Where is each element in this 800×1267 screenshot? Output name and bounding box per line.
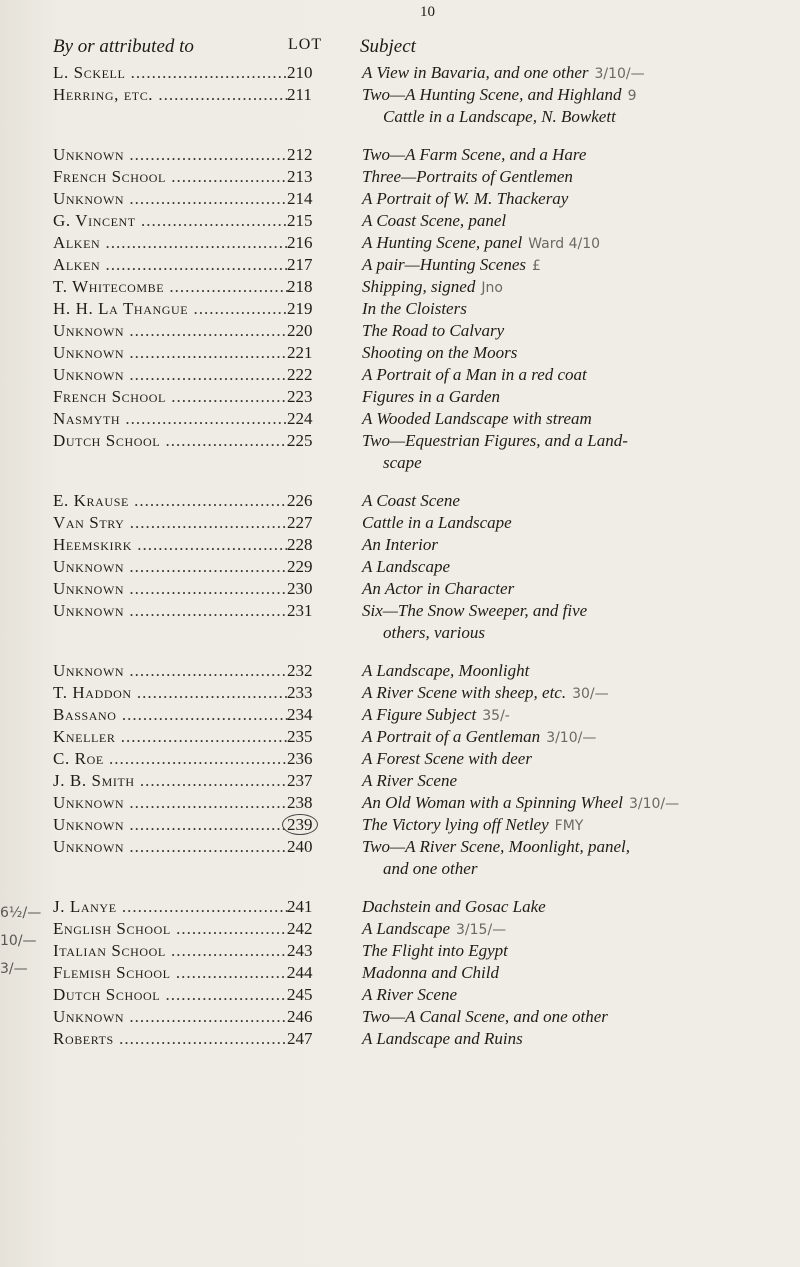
artist-name: Unknown ..... — [53, 365, 288, 385]
artist-name: French School ..... — [53, 387, 288, 407]
artist-name: Roberts ..... — [53, 1029, 288, 1049]
lot-number — [287, 963, 335, 983]
catalogue-row — [0, 1007, 800, 1029]
lot-number-text: 222 — [287, 365, 313, 384]
lot-number — [287, 387, 335, 407]
subject-description — [362, 491, 792, 511]
lot-number — [287, 557, 335, 577]
catalogue-row — [0, 299, 800, 321]
lot-number — [287, 85, 335, 105]
artist-name: L. Sckell ..... — [53, 63, 288, 83]
lot-number — [287, 211, 335, 231]
catalogue-row — [0, 683, 800, 705]
subject-text: An Old Woman with a Spinning Wheel — [362, 793, 623, 812]
lot-number-text: 235 — [287, 727, 313, 746]
catalogue-row — [0, 343, 800, 365]
subject-text: The Road to Calvary — [362, 321, 505, 340]
lot-number — [287, 277, 335, 297]
subject-description — [362, 211, 792, 231]
subject-description — [383, 623, 792, 643]
subject-text: Two—A Hunting Scene, and Highland — [362, 85, 622, 104]
subject-description — [383, 107, 792, 127]
subject-description — [383, 453, 792, 473]
lot-number — [287, 145, 335, 165]
catalogue-row — [0, 771, 800, 793]
subject-description — [362, 1029, 792, 1049]
lot-number — [287, 837, 335, 857]
subject-text: A River Scene with sheep, etc. — [362, 683, 567, 702]
handwritten-price-note: 3/10/— — [594, 66, 645, 82]
subject-description — [362, 431, 792, 451]
lot-number-text: 243 — [287, 941, 313, 960]
lot-number — [287, 661, 335, 681]
lot-number-text: 221 — [287, 343, 313, 362]
handwritten-price-note: £ — [532, 258, 541, 274]
lot-number-text: 225 — [287, 431, 313, 450]
catalogue-row — [0, 85, 800, 107]
artist-name: Unknown ..... — [53, 145, 288, 165]
subject-description — [362, 941, 792, 961]
lot-number-text: 216 — [287, 233, 313, 252]
subject-description — [362, 661, 792, 681]
lot-number — [287, 299, 335, 319]
subject-text: Six—The Snow Sweeper, and five — [362, 601, 588, 620]
lot-number-text: 230 — [287, 579, 313, 598]
subject-text: Shooting on the Moors — [362, 343, 518, 362]
artist-name: Italian School ..... — [53, 941, 288, 961]
subject-description — [362, 63, 792, 83]
lot-number-text: 232 — [287, 661, 313, 680]
artist-name: Unknown ..... — [53, 793, 288, 813]
subject-text: A Portrait of W. M. Thackeray — [362, 189, 569, 208]
lot-number — [287, 491, 335, 511]
subject-text: A Coast Scene, panel — [362, 211, 507, 230]
lot-number-text: 247 — [287, 1029, 313, 1048]
subject-description — [362, 321, 792, 341]
lot-number-text: 218 — [287, 277, 313, 296]
artist-name: G. Vincent ..... — [53, 211, 288, 231]
lot-number-text: 246 — [287, 1007, 313, 1026]
lot-number — [287, 601, 335, 621]
catalogue-row — [0, 749, 800, 771]
lot-number-text: 213 — [287, 167, 313, 186]
subject-text: A Hunting Scene, panel — [362, 233, 523, 252]
catalogue-row — [0, 1029, 800, 1051]
subject-text: Cattle in a Landscape — [362, 513, 512, 532]
artist-name: J. B. Smith ..... — [53, 771, 288, 791]
catalogue-row — [0, 815, 800, 837]
catalogue-row — [0, 579, 800, 601]
lot-number — [287, 63, 335, 83]
lot-number-text: 226 — [287, 491, 313, 510]
subject-text: Madonna and Child — [362, 963, 499, 982]
subject-description — [362, 145, 792, 165]
subject-description — [362, 601, 792, 621]
margin-note: 6½/— — [0, 905, 42, 921]
catalogue-row — [0, 837, 800, 859]
lot-number — [287, 409, 335, 429]
lot-number — [287, 255, 335, 275]
lot-number — [287, 343, 335, 363]
catalogue-row — [0, 513, 800, 535]
catalogue-row — [0, 919, 800, 941]
subject-description — [362, 771, 792, 791]
subject-text: Two—A Canal Scene, and one other — [362, 1007, 608, 1026]
subject-description — [383, 859, 792, 879]
artist-name: Unknown ..... — [53, 189, 288, 209]
lot-number — [287, 167, 335, 187]
catalogue-row-continuation — [0, 107, 800, 129]
catalogue-row — [0, 63, 800, 85]
subject-description — [362, 985, 792, 1005]
catalogue-row — [0, 601, 800, 623]
subject-description — [362, 299, 792, 319]
lot-number — [287, 365, 335, 385]
artist-name: Unknown ..... — [53, 579, 288, 599]
lot-number — [287, 431, 335, 451]
subject-text: A Landscape — [362, 557, 450, 576]
margin-note: 10/— — [0, 933, 37, 949]
lot-number-text: 234 — [287, 705, 313, 724]
lot-number-text: 244 — [287, 963, 313, 982]
subject-description — [362, 387, 792, 407]
lot-number-text: 236 — [287, 749, 313, 768]
artist-name: Unknown ..... — [53, 601, 288, 621]
subject-description — [362, 513, 792, 533]
artist-name: French School ..... — [53, 167, 288, 187]
column-header-subject: Subject — [360, 36, 416, 57]
lot-number — [287, 513, 335, 533]
subject-text: A View in Bavaria, and one other — [362, 63, 589, 82]
lot-number-text: 228 — [287, 535, 313, 554]
subject-text: Cattle in a Landscape, N. Bowkett — [383, 107, 616, 126]
artist-name: T. Whitecombe ..... — [53, 277, 288, 297]
subject-description — [362, 167, 792, 187]
artist-name: Unknown ..... — [53, 815, 288, 835]
subject-text: The Flight into Egypt — [362, 941, 508, 960]
artist-name: Heemskirk ..... — [53, 535, 288, 555]
catalogue-row — [0, 963, 800, 985]
lot-number — [287, 535, 335, 555]
subject-text: The Victory lying off Netley — [362, 815, 549, 834]
artist-name: Van Stry ..... — [53, 513, 288, 533]
subject-text: Dachstein and Gosac Lake — [362, 897, 546, 916]
catalogue-row — [0, 793, 800, 815]
column-header-attributed: By or attributed to — [53, 36, 194, 57]
margin-note: 3/— — [0, 961, 28, 977]
subject-text: Two—Equestrian Figures, and a Land- — [362, 431, 628, 450]
lot-number-text: 242 — [287, 919, 313, 938]
lot-number-text: 210 — [287, 63, 313, 82]
subject-description — [362, 749, 792, 769]
subject-description — [362, 837, 792, 857]
catalogue-row — [0, 167, 800, 189]
lot-number-text: 214 — [287, 189, 313, 208]
catalogue-row — [0, 557, 800, 579]
subject-text: A Landscape and Ruins — [362, 1029, 523, 1048]
lot-number — [287, 1029, 335, 1049]
subject-text: A Portrait of a Man in a red coat — [362, 365, 587, 384]
catalogue-row — [0, 189, 800, 211]
lot-number-text: 220 — [287, 321, 313, 340]
catalogue-row — [0, 491, 800, 513]
artist-name: Flemish School ..... — [53, 963, 288, 983]
subject-description — [362, 189, 792, 209]
artist-name: Herring, etc. ..... — [53, 85, 288, 105]
catalogue-row — [0, 705, 800, 727]
page-number: 10 — [420, 4, 435, 20]
artist-name: Bassano ..... — [53, 705, 288, 725]
subject-text: scape — [383, 453, 422, 472]
lot-number — [287, 771, 335, 791]
subject-description — [362, 683, 792, 703]
subject-text: A pair—Hunting Scenes — [362, 255, 527, 274]
lot-number — [287, 919, 335, 939]
lot-number-text: 211 — [287, 85, 312, 104]
catalogue-row — [0, 211, 800, 233]
catalogue-row — [0, 277, 800, 299]
catalogue-row — [0, 985, 800, 1007]
catalogue-row — [0, 941, 800, 963]
catalogue-row-continuation — [0, 453, 800, 475]
lot-number-text: 239 — [282, 814, 318, 835]
subject-text: Three—Portraits of Gentlemen — [362, 167, 573, 186]
catalogue-row — [0, 661, 800, 683]
artist-name: Dutch School ..... — [53, 985, 288, 1005]
handwritten-price-note: Ward 4/10 — [528, 236, 601, 252]
subject-description — [362, 815, 792, 835]
lot-number — [287, 793, 335, 813]
lot-number-text: 217 — [287, 255, 313, 274]
subject-text: A Landscape — [362, 919, 450, 938]
subject-description — [362, 919, 792, 939]
lot-number-text: 219 — [287, 299, 313, 318]
artist-name: Kneller ..... — [53, 727, 288, 747]
lot-number — [287, 705, 335, 725]
margin-notes — [0, 905, 41, 977]
catalogue-row — [0, 233, 800, 255]
artist-name: Unknown ..... — [53, 321, 288, 341]
artist-name: C. Roe ..... — [53, 749, 288, 769]
subject-text: A Portrait of a Gentleman — [362, 727, 541, 746]
catalogue-row — [0, 431, 800, 453]
handwritten-price-note: 35/- — [482, 708, 510, 724]
artist-name: Unknown ..... — [53, 557, 288, 577]
lot-number-text: 237 — [287, 771, 313, 790]
catalogue-row — [0, 727, 800, 749]
subject-text: and one other — [383, 859, 478, 878]
catalogue-listing — [0, 63, 800, 1051]
column-header-lot: LOT — [288, 36, 323, 53]
artist-name: Nasmyth ..... — [53, 409, 288, 429]
subject-text: Two—A Farm Scene, and a Hare — [362, 145, 587, 164]
artist-name: Unknown ..... — [53, 661, 288, 681]
subject-text: Two—A River Scene, Moonlight, panel, — [362, 837, 631, 856]
catalogue-row-continuation — [0, 623, 800, 645]
artist-name: Alken ..... — [53, 233, 288, 253]
lot-number — [287, 749, 335, 769]
subject-text: A River Scene — [362, 771, 458, 790]
lot-number-text: 212 — [287, 145, 313, 164]
subject-text: Shipping, signed — [362, 277, 476, 296]
catalogue-row — [0, 365, 800, 387]
subject-text: In the Cloisters — [362, 299, 467, 318]
artist-name: J. Lanye ..... — [53, 897, 288, 917]
subject-text: A Coast Scene — [362, 491, 460, 510]
catalogue-row — [0, 387, 800, 409]
lot-number — [287, 579, 335, 599]
subject-description — [362, 897, 792, 917]
catalogue-row — [0, 255, 800, 277]
handwritten-price-note: Jno — [481, 280, 503, 296]
catalogue-row — [0, 897, 800, 919]
lot-number — [287, 941, 335, 961]
lot-number — [287, 815, 335, 835]
lot-number-text: 240 — [287, 837, 313, 856]
lot-number-text: 233 — [287, 683, 313, 702]
subject-description — [362, 409, 792, 429]
subject-text: A Landscape, Moonlight — [362, 661, 530, 680]
lot-number-text: 224 — [287, 409, 313, 428]
handwritten-price-note: 3/10/— — [628, 796, 680, 812]
handwritten-price-note: FMY — [554, 818, 584, 834]
subject-description — [362, 557, 792, 577]
artist-name: Unknown ..... — [53, 343, 288, 363]
artist-name: Alken ..... — [53, 255, 288, 275]
lot-number — [287, 1007, 335, 1027]
subject-text: Figures in a Garden — [362, 387, 501, 406]
subject-description — [362, 365, 792, 385]
lot-number — [287, 321, 335, 341]
handwritten-price-note: 30/— — [572, 686, 609, 702]
subject-description — [362, 343, 792, 363]
lot-number-text: 215 — [287, 211, 313, 230]
subject-description — [362, 793, 792, 813]
artist-name: Unknown ..... — [53, 1007, 288, 1027]
subject-text: A Wooded Landscape with stream — [362, 409, 592, 428]
subject-description — [362, 535, 792, 555]
catalogue-row-continuation — [0, 859, 800, 881]
lot-number — [287, 897, 335, 917]
subject-description — [362, 1007, 792, 1027]
subject-text: An Interior — [362, 535, 439, 554]
catalogue-row — [0, 321, 800, 343]
lot-number-text: 231 — [287, 601, 313, 620]
subject-description — [362, 579, 792, 599]
lot-number-text: 241 — [287, 897, 313, 916]
lot-number — [287, 985, 335, 1005]
catalogue-row — [0, 145, 800, 167]
subject-description — [362, 705, 792, 725]
artist-name: English School ..... — [53, 919, 288, 939]
artist-name: E. Krause ..... — [53, 491, 288, 511]
lot-number-text: 229 — [287, 557, 313, 576]
subject-description — [362, 85, 792, 105]
subject-text: others, various — [383, 623, 485, 642]
subject-text: A Figure Subject — [362, 705, 477, 724]
subject-description — [362, 727, 792, 747]
artist-name: T. Haddon ..... — [53, 683, 288, 703]
subject-description — [362, 255, 792, 275]
handwritten-price-note: 9 — [627, 88, 637, 104]
artist-name: Unknown ..... — [53, 837, 288, 857]
artist-name: H. H. La Thangue ..... — [53, 299, 288, 319]
lot-number — [287, 683, 335, 703]
subject-text: A Forest Scene with deer — [362, 749, 532, 768]
subject-text: A River Scene — [362, 985, 458, 1004]
subject-text: An Actor in Character — [362, 579, 515, 598]
lot-number-text: 238 — [287, 793, 313, 812]
handwritten-price-note: 3/15/— — [456, 922, 507, 938]
lot-number-text: 227 — [287, 513, 313, 532]
subject-description — [362, 963, 792, 983]
lot-number — [287, 189, 335, 209]
lot-number-text: 223 — [287, 387, 313, 406]
subject-description — [362, 233, 792, 253]
lot-number — [287, 727, 335, 747]
catalogue-row — [0, 409, 800, 431]
catalogue-row — [0, 535, 800, 557]
lot-number — [287, 233, 335, 253]
artist-name: Dutch School ..... — [53, 431, 288, 451]
handwritten-price-note: 3/10/— — [546, 730, 597, 746]
subject-description — [362, 277, 792, 297]
lot-number-text: 245 — [287, 985, 313, 1004]
